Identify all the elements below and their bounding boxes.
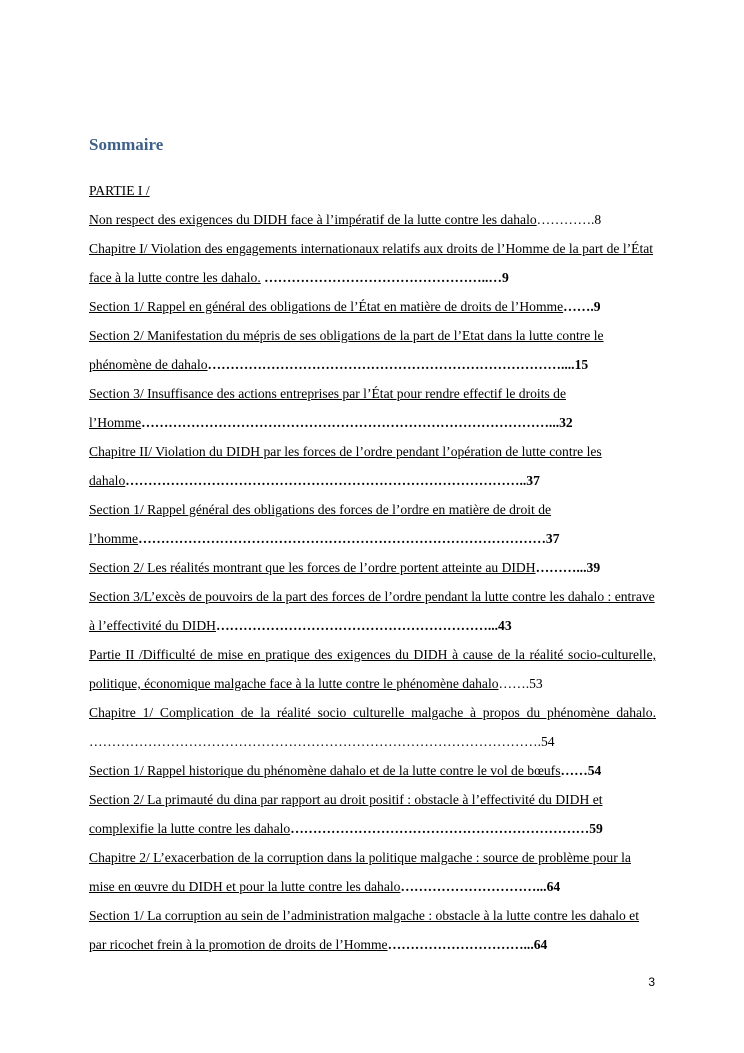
toc-entry[interactable]	[89, 292, 656, 321]
toc-entry[interactable]	[89, 901, 656, 959]
toc-entry-dots: ………...39	[535, 560, 601, 575]
toc-entry-text: Chapitre 1/ Complication de la réalité socio culturelle malgache à propos du phénomène dahalo.	[89, 705, 656, 720]
toc-entry[interactable]	[89, 205, 656, 234]
toc-entry-text: Section 1/ Rappel historique du phénomène dahalo et de la lutte contre le vol de bœufs	[89, 763, 561, 778]
toc-entry[interactable]	[89, 756, 656, 785]
toc-entry-dots: ………….8	[536, 212, 602, 227]
toc-entry-dots: ……………………………………………………………………....15	[207, 357, 589, 372]
toc-entry-text: Section 1/ Rappel en général des obligations de l’État en matière de droits de l’Homme	[89, 299, 564, 314]
toc-entry[interactable]	[89, 176, 656, 205]
toc-entry-text: Section 1/ Rappel général des obligations des forces de l’ordre en matière de droit de l’homme	[89, 502, 552, 546]
toc-entry[interactable]	[89, 582, 656, 640]
toc-entry-dots: …….9	[563, 299, 601, 314]
toc-entry-dots: ………………………………………………………………………………...32	[141, 415, 573, 430]
toc-entry-text: Chapitre 2/ L’exacerbation de la corruption dans la politique malgache : source de problème pour la mise en œuvre du DIDH et pour la lutte contre les dahalo	[89, 850, 631, 894]
toc-entry[interactable]	[89, 640, 656, 698]
toc-entry-dots: …………………………………………………………59	[290, 821, 603, 836]
toc-entry-dots: …………………………………………..…9	[260, 270, 509, 285]
toc-entry-dots: …….53	[498, 676, 543, 691]
toc-entry-text: Partie II /Difficulté de mise en pratique des exigences du DIDH à cause de la réalité socio-culturelle, politique, économique malgache face à la lutte contre le phénomène dahalo	[89, 647, 656, 691]
toc-entry[interactable]	[89, 553, 656, 582]
toc-entry[interactable]	[89, 321, 656, 379]
toc-entry[interactable]	[89, 698, 656, 756]
toc-entry-text: Chapitre I/ Violation des engagements internationaux relatifs aux droits de l’Homme de la part de l’État face à la lutte contre les dahalo.	[89, 241, 654, 285]
toc-entry-text: Non respect des exigences du DIDH face à l’impératif de la lutte contre les dahalo	[89, 212, 537, 227]
toc-entry-text: Section 1/ La corruption au sein de l’administration malgache : obstacle à la lutte contre les dahalo et par ricochet frein à la promotion de droits de l’Homme	[89, 908, 639, 952]
toc-entry-dots: …………………………...64	[387, 937, 548, 952]
toc-entry[interactable]	[89, 785, 656, 843]
toc-entry-text: Section 2/ La primauté du dina par rapport au droit positif : obstacle à l’effectivité du DIDH et complexifie la lutte contre les dahalo	[89, 792, 603, 836]
toc-entry[interactable]	[89, 379, 656, 437]
toc-entry-dots: …………………………...64	[400, 879, 561, 894]
toc-entry-dots: ……………………………………………………...43	[215, 618, 512, 633]
table-of-contents	[89, 176, 656, 959]
toc-entry-dots: ……………………………………………………………………………..37	[125, 473, 540, 488]
page-number: 3	[648, 975, 655, 989]
toc-entry[interactable]	[89, 437, 656, 495]
toc-entry[interactable]	[89, 495, 656, 553]
toc-entry[interactable]	[89, 234, 656, 292]
toc-entry-text: PARTIE I /	[89, 183, 150, 198]
toc-entry-dots: ………………………………………………………………………………37	[138, 531, 560, 546]
toc-entry-text: Section 3/ Insuffisance des actions entreprises par l’État pour rendre effectif le droits de l’Homme	[89, 386, 566, 430]
page-title: Sommaire	[89, 135, 164, 154]
toc-entry-dots: ……………………………………………………………………………………….54	[89, 734, 555, 749]
toc-entry-text: Section 2/ Manifestation du mépris de ses obligations de la part de l’Etat dans la lutte contre le phénomène de dahalo	[89, 328, 604, 372]
toc-entry-dots: ……54	[560, 763, 602, 778]
toc-entry-text: Section 2/ Les réalités montrant que les forces de l’ordre portent atteinte au DIDH	[89, 560, 536, 575]
toc-entry[interactable]	[89, 843, 656, 901]
toc-entry-text: Section 3/L’excès de pouvoirs de la part des forces de l’ordre pendant la lutte contre les dahalo : entrave à l’effectivité du DIDH	[89, 589, 655, 633]
toc-entry-text: Chapitre II/ Violation du DIDH par les forces de l’ordre pendant l’opération de lutte contre les dahalo	[89, 444, 602, 488]
